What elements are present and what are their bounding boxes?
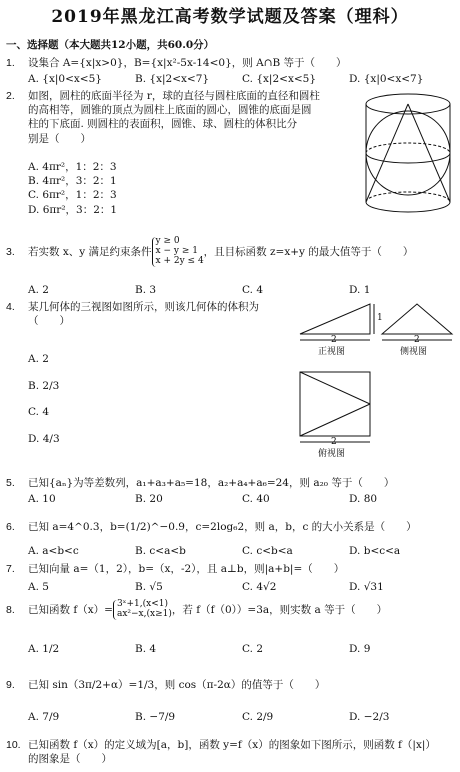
question-9 xyxy=(6,678,454,692)
dimension-label: 1 xyxy=(377,313,383,323)
option-c: C. 4 xyxy=(242,284,264,296)
option-c: C. 2/9 xyxy=(242,711,274,723)
option-a: A. 5 xyxy=(28,581,49,593)
option-a: A. {x|0<x<5} xyxy=(28,73,102,85)
option-b: B. 3 xyxy=(135,284,157,296)
question-text: ，若 f（f（0））=3a，则实数 a 等于（ ） xyxy=(171,603,388,616)
question-3 xyxy=(6,237,454,267)
constraint-system: y ≥ 0 x − y ≥ 1 x + 2y ≤ 4 xyxy=(152,237,204,267)
option-a: A. 2 xyxy=(28,284,49,296)
question-number: 5. xyxy=(6,477,15,489)
question-text-line: 已知函数 f（x）的定义域为[a，b]，函数 y=f（x）的图象如下图所示，则函数 f（|x|） xyxy=(28,739,436,751)
dimension-label: 2 xyxy=(331,335,337,345)
question-text-line: 别是（ ） xyxy=(28,132,91,145)
question-number: 3. xyxy=(6,245,15,258)
option-d: D. 4/3 xyxy=(28,433,60,445)
question-text: 若实数 x、y 满足约束条件 xyxy=(28,245,152,258)
question-text: 设集合 A={x|x>0}，B={x|x²-5x-14<0}，则 A∩B 等于（ ） xyxy=(28,57,347,69)
side-view-caption: 侧视图 xyxy=(400,347,428,357)
question-text: 已知 a=4^0.3，b=(1/2)^−0.9，c=2log₆2，则 a，b，c 的大小关系是（ ） xyxy=(28,521,417,533)
question-number: 7. xyxy=(6,563,15,575)
option-c: C. 2 xyxy=(242,643,264,655)
question-number: 9. xyxy=(6,679,15,691)
question-text: 已知 sin（3π/2+α）=1/3，则 cos（π-2α）的值等于（ ） xyxy=(28,679,326,691)
question-number: 6. xyxy=(6,521,15,533)
question-number: 8. xyxy=(6,603,15,616)
question-text-line: 柱的下底面. 则圆柱的表面积，圆锥、球、圆柱的体积比分 xyxy=(28,118,298,131)
question-text-line: 的图象是（ ） xyxy=(28,753,112,766)
question-number: 4. xyxy=(6,301,15,313)
question-text-line: 如图，圆柱的底面半径为 r，球的直径与圆柱底面的直径和圆柱 xyxy=(28,90,320,102)
section-heading: 一、选择题（本大题共12小题，共60.0分） xyxy=(6,39,215,51)
option-d: D. 80 xyxy=(349,493,378,505)
question-text: ，且目标函数 z=x+y 的最大值等于（ ） xyxy=(203,245,414,258)
question-number: 1. xyxy=(6,57,15,69)
question-10 xyxy=(6,738,454,766)
option-d: D. 6πr²，3：2：1 xyxy=(28,203,118,216)
page-title: 2019年黑龙江高考数学试题及答案（理科） xyxy=(51,7,409,27)
question-9-options xyxy=(28,710,458,724)
option-b: B. 4 xyxy=(135,643,157,655)
question-4 xyxy=(6,300,296,328)
option-d: D. 9 xyxy=(349,643,371,655)
question-2-options xyxy=(28,160,117,217)
option-d: D. √31 xyxy=(349,581,384,593)
question-1 xyxy=(6,56,454,70)
option-c: C. c<b<a xyxy=(242,545,293,557)
option-c: C. 40 xyxy=(242,493,270,505)
piecewise-function: 3ˣ+1,(x<1) ax²−x,(x≥1) xyxy=(113,600,172,620)
three-view-figure xyxy=(296,298,456,474)
option-d: D. {x|0<x<7} xyxy=(349,73,424,85)
question-text: 已知{aₙ}为等差数列，a₁+a₃+a₅=18，a₂+a₄+a₆=24，则 a₂₀ 等于（ ） xyxy=(28,477,395,489)
question-1-options xyxy=(28,72,458,86)
question-6-options xyxy=(28,544,458,558)
question-8 xyxy=(6,600,454,620)
front-view-caption: 正视图 xyxy=(318,347,346,357)
option-d: D. 1 xyxy=(349,284,371,296)
dimension-label: 2 xyxy=(331,437,337,447)
option-a: A. a<b<c xyxy=(28,545,79,557)
cylinder-figure xyxy=(362,90,454,220)
question-text-line: 某几何体的三视图如图所示，则该几何体的体积为 xyxy=(28,301,259,313)
option-b: B. −7/9 xyxy=(135,711,176,723)
question-6 xyxy=(6,520,454,534)
option-a: A. 2 xyxy=(28,353,49,365)
option-b: B. {x|2<x<7} xyxy=(135,73,210,85)
option-b: B. c<a<b xyxy=(135,545,186,557)
question-text-line: 的高相等，圆锥的顶点为圆柱上底面的圆心，圆锥的底面是圆 xyxy=(28,104,312,117)
option-b: B. √5 xyxy=(135,581,163,593)
option-c: C. 4√2 xyxy=(242,581,277,593)
question-number: 2. xyxy=(6,90,15,102)
question-7 xyxy=(6,562,454,576)
top-view-caption: 俯视图 xyxy=(318,449,346,459)
option-d: D. −2/3 xyxy=(349,711,390,723)
question-text: 已知函数 f（x）= xyxy=(28,603,113,616)
question-text-line: （ ） xyxy=(28,315,70,328)
option-b: B. 20 xyxy=(135,493,163,505)
question-number: 10. xyxy=(6,739,21,751)
option-b: B. 4πr²，3：2：1 xyxy=(28,175,117,188)
question-2 xyxy=(6,89,346,146)
question-8-options xyxy=(28,642,458,656)
question-3-options xyxy=(28,283,458,297)
question-7-options xyxy=(28,580,458,594)
question-5-options xyxy=(28,492,458,506)
question-5 xyxy=(6,476,454,490)
option-a: A. 7/9 xyxy=(28,711,60,723)
option-c: C. {x|2<x<5} xyxy=(242,73,317,85)
option-a: A. 1/2 xyxy=(28,643,60,655)
option-c: C. 4 xyxy=(28,406,50,418)
option-a: A. 10 xyxy=(28,493,56,505)
question-text: 已知向量 a=（1，2），b=（x，-2），且 a⊥b，则|a+b|=（ ） xyxy=(28,563,345,575)
option-c: C. 6πr²，1：2：3 xyxy=(28,189,117,202)
option-d: D. b<c<a xyxy=(349,545,401,557)
option-a: A. 4πr²，1：2：3 xyxy=(28,161,117,173)
dimension-label: 2 xyxy=(414,335,420,345)
option-b: B. 2/3 xyxy=(28,380,60,392)
